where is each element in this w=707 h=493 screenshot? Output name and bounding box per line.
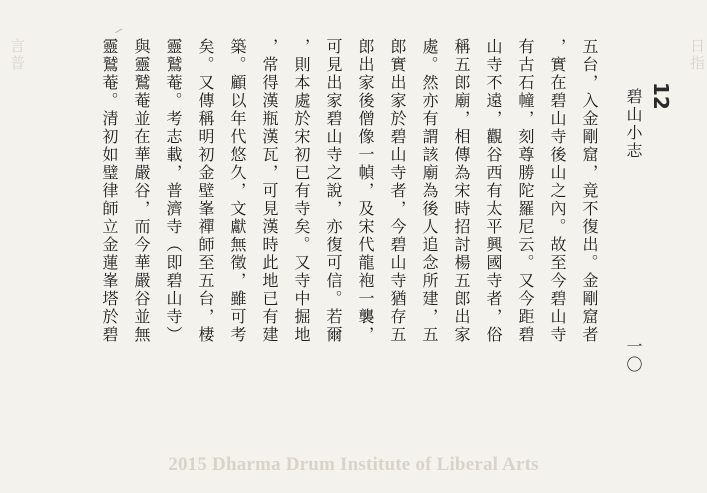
text-column-6: 處。然亦有謂該廟為後人追念所建，五 (420, 38, 439, 344)
text-column-10: ，則本處於宋初已有寺矣。又寺中掘地 (292, 38, 311, 344)
text-column-13: 矣。又傳稱明初金壁峯禪師至五台，棲 (196, 38, 215, 344)
text-column-11: ，常得漢瓶漢瓦，可見漢時此地已有建 (260, 38, 279, 344)
text-column-2: ，實在碧山寺後山之內。故至今碧山寺 (548, 38, 567, 344)
text-column-16: 靈鷲菴。清初如璧律師立金蓮峯塔於碧 (100, 38, 119, 344)
bleed-through-text: 言普 (8, 38, 26, 72)
text-column-15: 與靈鷲菴並在華嚴谷，而今華嚴谷並無 (132, 38, 151, 344)
text-column-8: 郎出家後僧像一幀，及宋代龍袍一襲， (356, 38, 375, 344)
page-number: 12 (649, 82, 673, 110)
bleed-through-text: 日指 (688, 38, 706, 72)
text-column-12: 築。顧以年代悠久，文獻無徵，雖可考 (228, 38, 247, 344)
folio-number: 一〇 (624, 338, 643, 374)
text-column-9: 可見出家碧山寺之說，亦復可信。若爾 (324, 38, 343, 344)
text-column-4: 山寺不遠，觀谷西有太平興國寺者，俗 (484, 38, 503, 344)
text-column-5: 稱五郎廟，相傳為宋時招討楊五郎出家 (452, 38, 471, 344)
text-column-14: 靈鷲菴。考志載，普濟寺（即碧山寺） (164, 38, 183, 344)
scan-mark (115, 28, 125, 37)
text-column-7: 郎實出家於碧山寺者，今碧山寺猶存五 (388, 38, 407, 344)
text-column-1: 五台，入金剛窟，竟不復出。金剛窟者 (580, 38, 599, 344)
text-column-3: 有古石幢，刻尊勝陀羅尼云。又今距碧 (516, 38, 535, 344)
running-head: 碧山小志 (624, 88, 643, 160)
watermark: 2015 Dharma Drum Institute of Liberal Arts (168, 454, 539, 475)
